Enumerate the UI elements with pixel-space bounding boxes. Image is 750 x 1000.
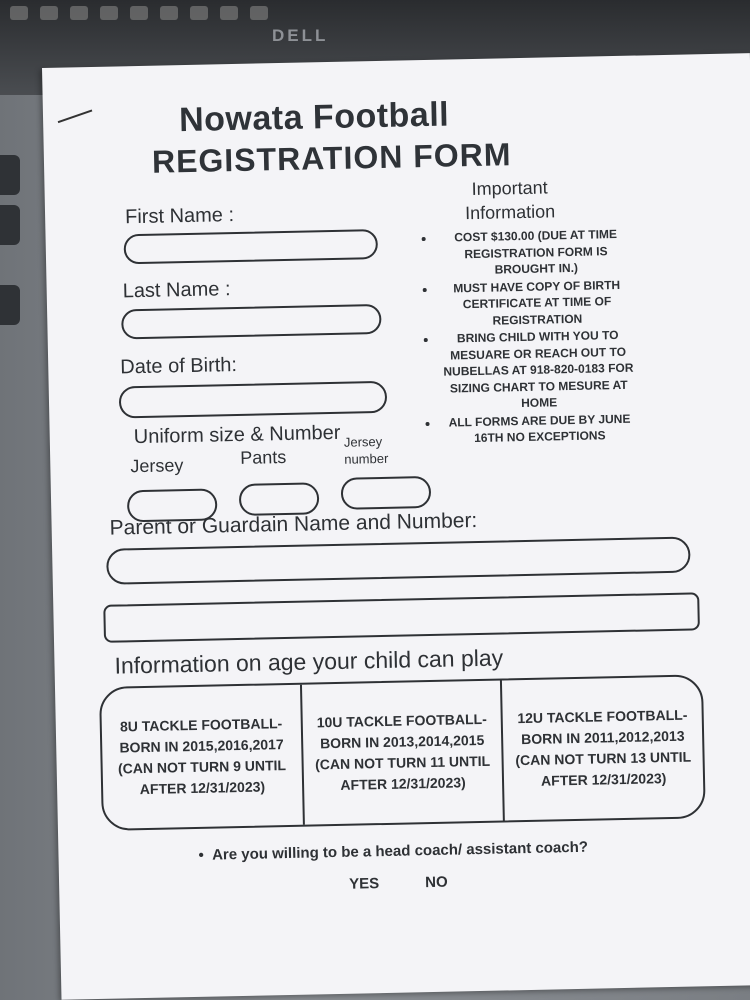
info-item: • BRING CHILD WITH YOU TO MESUARE OR REACH OUT TO NUBELLAS AT 918-820-0183 FOR SIZING CHART TO MESURE AT HOME xyxy=(438,327,640,414)
pants-label: Pants xyxy=(240,446,287,468)
info-item: • ALL FORMS ARE DUE BY JUNE 16TH NO EXCEPTIONS xyxy=(439,410,640,447)
uniform-label: Uniform size & Number xyxy=(133,421,341,449)
jersey-number-label xyxy=(344,433,389,468)
pants-size-field[interactable] xyxy=(239,482,320,516)
parent-number-field[interactable] xyxy=(103,592,700,642)
age-heading: Information on age your child can play xyxy=(114,644,504,679)
taskbar-icons xyxy=(10,6,268,20)
registration-form-paper xyxy=(42,53,750,1000)
coach-question xyxy=(198,839,588,864)
important-heading-line2: Information xyxy=(464,201,556,224)
important-info-heading xyxy=(444,175,575,226)
no-option[interactable]: NO xyxy=(424,873,448,892)
age-group-10u: 10U TACKLE FOOTBALL-BORN IN 2013,2014,2015 (CAN NOT TURN 11 UNTIL AFTER 12/31/2023) xyxy=(300,681,504,825)
jersey-label: Jersey xyxy=(130,455,184,477)
last-name-field[interactable] xyxy=(121,304,382,339)
laptop-brand-logo: DELL xyxy=(272,26,329,45)
age-groups-table xyxy=(99,674,706,831)
form-title: Nowata Football xyxy=(178,95,450,140)
age-group-8u: 8U TACKLE FOOTBALL-BORN IN 2015,2016,2017 (CAN NOT TURN 9 UNTIL AFTER 12/31/2023) xyxy=(117,715,287,798)
important-heading-line1: Important xyxy=(471,177,548,200)
important-info-list xyxy=(421,226,640,449)
jersey-number-field[interactable] xyxy=(341,476,432,510)
first-name-label: First Name : xyxy=(124,204,235,229)
pen-mark xyxy=(58,109,93,123)
parent-label: Parent or Guardain Name and Number: xyxy=(109,508,478,540)
first-name-field[interactable] xyxy=(124,229,379,264)
age-group-12u: 12U TACKLE FOOTBALL-BORN IN 2011,2012,2013 (CAN NOT TURN 13 UNTIL AFTER 12/31/2023) xyxy=(500,676,704,820)
form-subtitle: REGISTRATION FORM xyxy=(151,136,512,180)
bullet-icon: • xyxy=(198,846,213,864)
info-item: • MUST HAVE COPY OF BIRTH CERTIFICATE AT TIME OF REGISTRATION xyxy=(437,276,638,330)
yes-option[interactable]: YES xyxy=(348,875,380,893)
info-item: • COST $130.00 (DUE AT TIME REGISTRATION FORM IS BROUGHT IN.) xyxy=(435,226,636,280)
last-name-label: Last Name : xyxy=(122,278,231,303)
dob-label: Date of Birth: xyxy=(120,353,238,379)
parent-name-field[interactable] xyxy=(106,537,691,585)
dob-field[interactable] xyxy=(119,381,388,419)
jersey-number-label-line2: number xyxy=(344,450,389,467)
coach-question-text: Are you willing to be a head coach/ assistant coach? xyxy=(211,838,589,864)
jersey-number-label-line1: Jersey xyxy=(343,433,383,450)
